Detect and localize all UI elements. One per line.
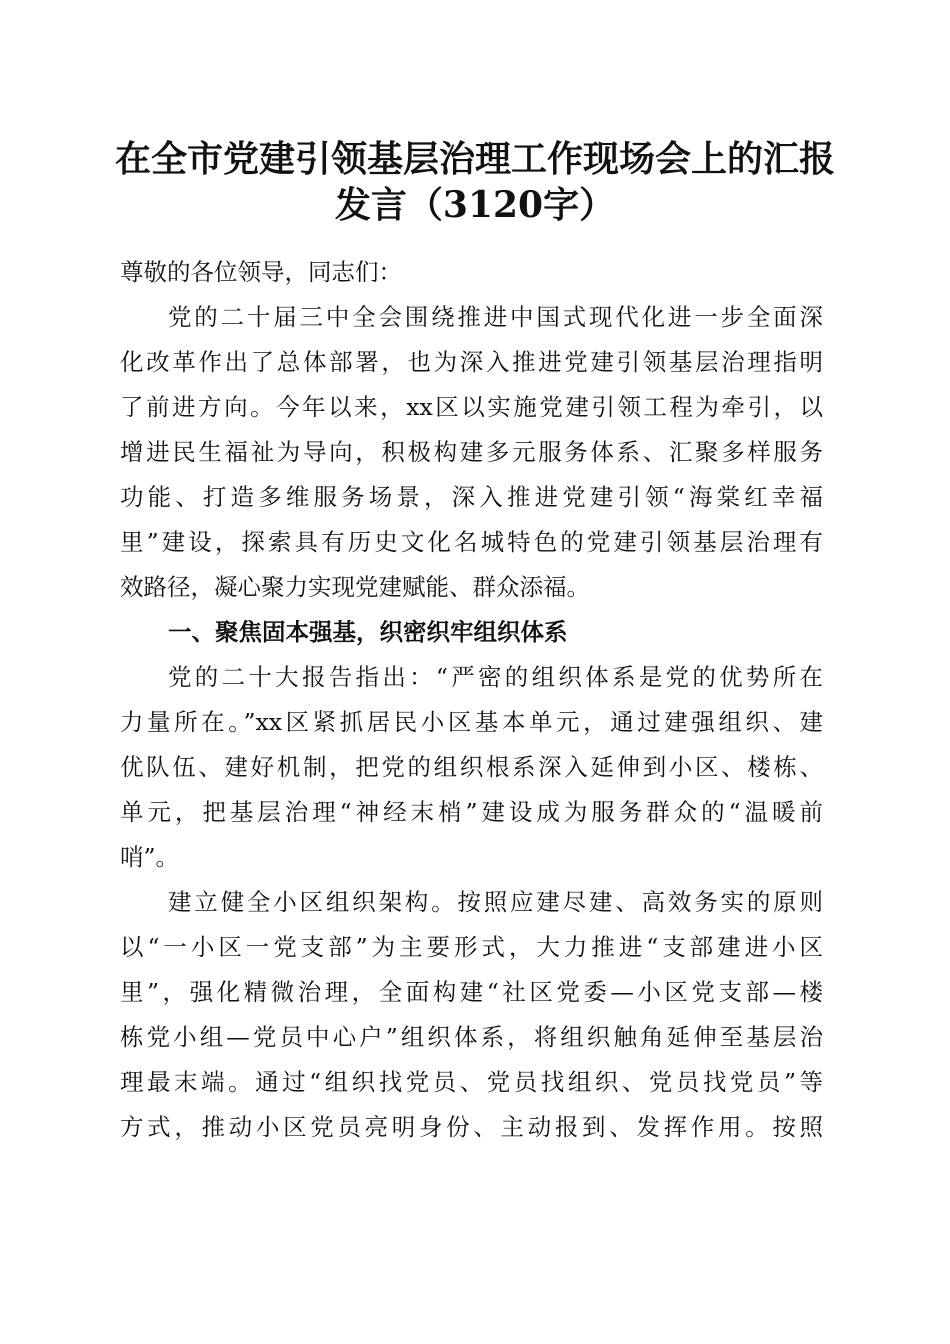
- paragraph-line: 里”，强化精微治理，全面构建“社区党委—小区党支部—楼: [120, 978, 823, 1006]
- paragraph-line: 以“一小区一党支部”为主要形式，大力推进“支部建进小区: [120, 933, 823, 961]
- paragraph-line: 建立健全小区组织架构。按照应建尽建、高效务实的原则: [168, 888, 823, 916]
- section-heading: 一、聚焦固本强基，织密织牢组织体系: [168, 618, 568, 646]
- document-body: [120, 250, 823, 1150]
- paragraph-line: 优队伍、建好机制，把党的组织根系深入延伸到小区、楼栋、: [120, 753, 823, 781]
- paragraph-line: 功能、打造多维服务场景，深入推进党建引领“海棠红幸福: [120, 483, 823, 511]
- paragraph-line: 化改革作出了总体部署，也为深入推进党建引领基层治理指明: [120, 348, 823, 376]
- paragraph-line: 党的二十大报告指出：“严密的组织体系是党的优势所在: [168, 663, 823, 691]
- paragraph-line: 理最末端。通过“组织找党员、党员找组织、党员找党员”等: [120, 1068, 823, 1096]
- intro-paragraph: [120, 295, 823, 610]
- paragraph-line: 哨”。: [120, 843, 180, 871]
- document-title: [110, 136, 840, 228]
- paragraph-line: 效路径，凝心聚力实现党建赋能、群众添福。: [120, 573, 590, 601]
- paragraph-line: 栋党小组—党员中心户”组织体系，将组织触角延伸至基层治: [120, 1023, 823, 1051]
- title-line-1: 在全市党建引领基层治理工作现场会上的汇报: [114, 138, 835, 180]
- paragraph-line: 增进民生福祉为导向，积极构建多元服务体系、汇聚多样服务: [120, 438, 823, 466]
- paragraph-line: 了前进方向。今年以来，xx区以实施党建引领工程为牵引，以: [120, 393, 823, 421]
- paragraph-line: 力量所在。”xx区紧抓居民小区基本单元，通过建强组织、建: [120, 708, 823, 736]
- paragraph-line: 里”建设，探索具有历史文化名城特色的党建引领基层治理有: [120, 528, 823, 556]
- paragraph-line: 方式，推动小区党员亮明身份、主动报到、发挥作用。按照: [120, 1113, 823, 1141]
- section-1-paragraph-2: [120, 880, 823, 1150]
- title-line-2: 发言（3120字）: [334, 184, 616, 226]
- salutation: 尊敬的各位领导，同志们：: [120, 258, 402, 286]
- paragraph-line: 党的二十届三中全会围绕推进中国式现代化进一步全面深: [168, 303, 823, 331]
- paragraph-line: 单元，把基层治理“神经末梢”建设成为服务群众的“温暖前: [120, 798, 823, 826]
- section-1-paragraph-1: [120, 655, 823, 880]
